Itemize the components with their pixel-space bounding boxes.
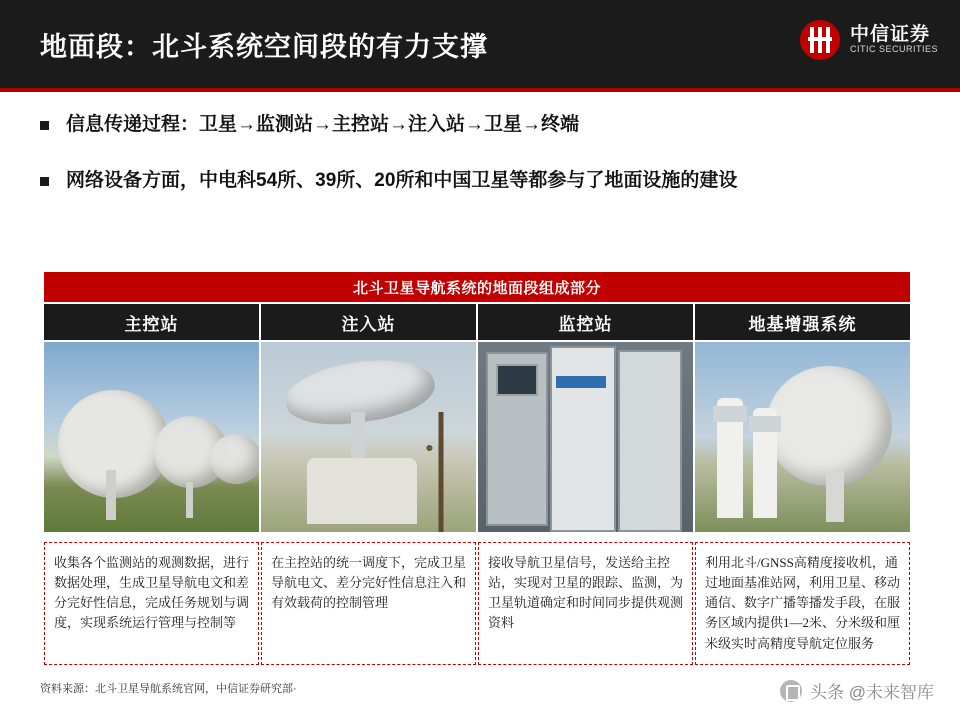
server-rack <box>550 346 616 532</box>
brand-text <box>850 25 938 54</box>
toutiao-icon <box>780 680 802 702</box>
column-header-main-control: 主控站 <box>44 304 259 340</box>
column-header-monitor: 监控站 <box>478 304 693 340</box>
table-title: 北斗卫星导航系统的地面段组成部分 <box>44 272 910 302</box>
bullet-text: 信息传递过程：卫星→监测站→主控站→注入站→卫星→终端 <box>66 114 580 135</box>
bullet-list <box>40 112 930 223</box>
brand-logo <box>800 20 938 60</box>
table-caption-row <box>44 542 910 665</box>
antenna-mast <box>106 470 116 520</box>
brand-name-en: CITIC SECURITIES <box>849 44 938 55</box>
control-tower-icon <box>717 398 743 518</box>
bullet-text: 网络设备方面，中电科54所、39所、20所和中国卫星等都参与了地面设施的建设 <box>66 169 738 191</box>
slide-header <box>0 0 960 88</box>
header-divider <box>0 88 960 92</box>
column-header-ground-augmentation: 地基增强系统 <box>695 304 910 340</box>
caption-monitor: 接收导航卫星信号，发送给主控站，实现对卫星的跟踪、监测，为卫星轨道确定和时间同步提供观测资料 <box>478 542 693 665</box>
server-rack <box>618 350 682 532</box>
list-item <box>40 168 930 194</box>
photo-ground-augmentation <box>695 342 910 532</box>
caption-ground-augmentation: 利用北斗/GNSS高精度接收机，通过地面基准站网，利用卫星、移动通信、数字广播等播发手段，在服务区域内提供1—2米、分米级和厘米级实时高精度导航定位服务 <box>695 542 910 665</box>
list-item <box>40 112 930 138</box>
source-note: 资料来源：北斗卫星导航系统官网，中信证券研究部· <box>40 683 297 695</box>
antenna-mast <box>826 470 844 522</box>
rack-label <box>556 376 606 388</box>
citic-logo-icon <box>800 20 840 60</box>
antenna-mast <box>186 482 193 518</box>
brand-name-cn: 中信证券 <box>849 24 930 46</box>
bullet-square-icon <box>40 177 49 186</box>
watermark <box>780 678 934 703</box>
photo-monitor-station <box>478 342 693 532</box>
control-tower-icon <box>753 408 777 518</box>
bullet-square-icon <box>40 121 49 130</box>
antenna-dish-icon <box>210 434 259 484</box>
watermark-text: 头条 @未来智库 <box>810 683 934 702</box>
ground-segment-table <box>44 272 910 665</box>
monitor-screen-icon <box>496 364 538 396</box>
antenna-dish-icon <box>766 366 892 486</box>
photo-main-control-station <box>44 342 259 532</box>
caption-uplink: 在主控站的统一调度下，完成卫星导航电文、差分完好性信息注入和有效载荷的控制管理 <box>261 542 476 665</box>
table-header-row <box>44 304 910 340</box>
antenna-base <box>307 458 417 524</box>
photo-uplink-station <box>261 342 476 532</box>
table-photo-row <box>44 342 910 532</box>
page-title: 地面段：北斗系统空间段的有力支撑 <box>40 31 488 62</box>
caption-main-control: 收集各个监测站的观测数据，进行数据处理，生成卫星导航电文和差分完好性信息，完成任务规划与调度，实现系统运行管理与控制等 <box>44 542 259 665</box>
column-header-uplink: 注入站 <box>261 304 476 340</box>
tree-icon <box>412 412 470 532</box>
